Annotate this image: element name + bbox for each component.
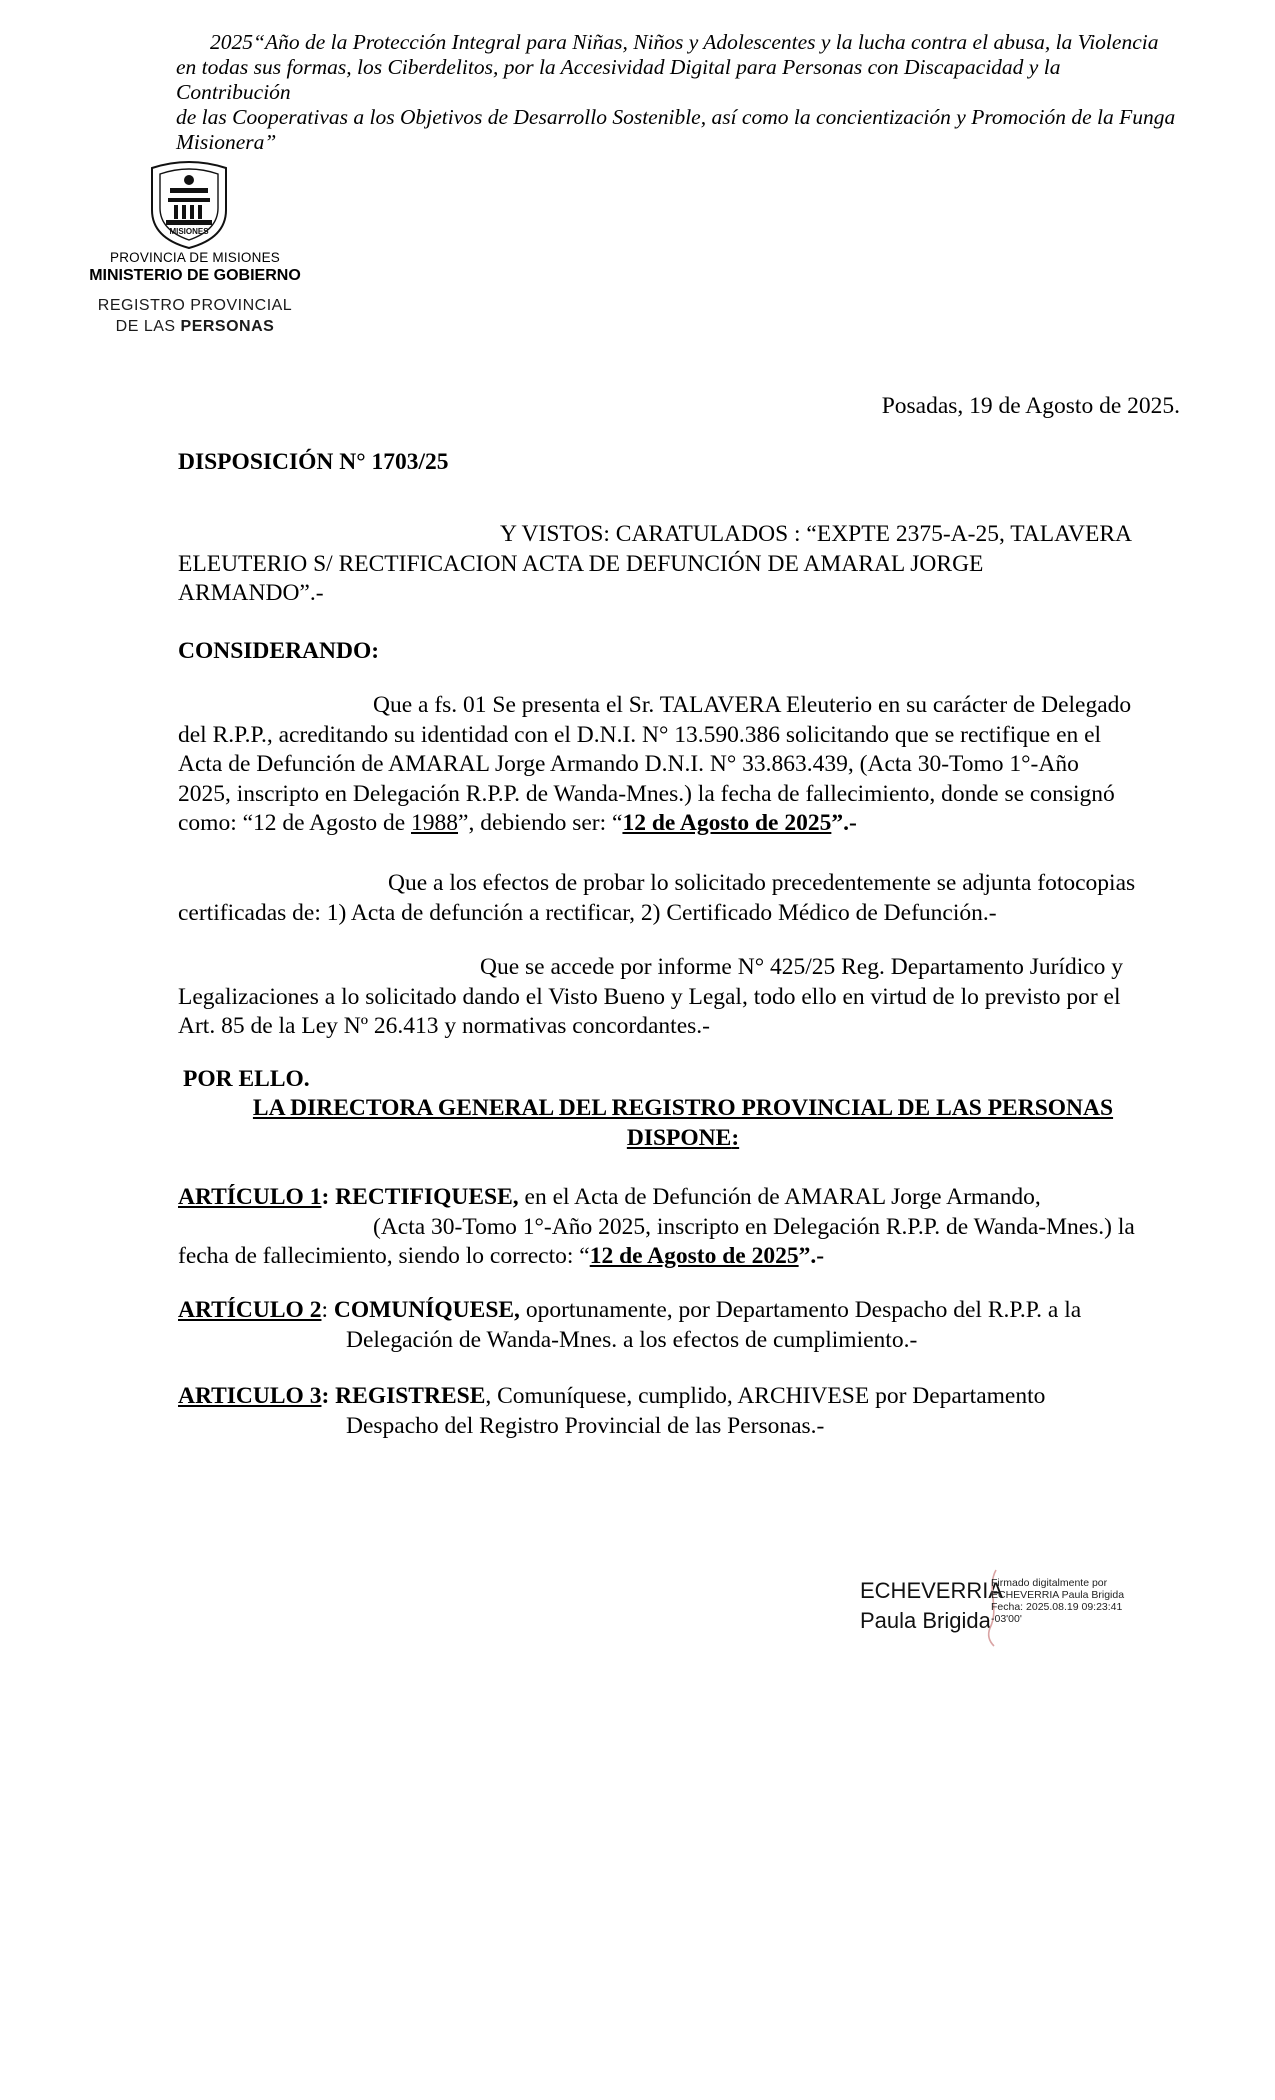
paragraph-line: Acta de Defunción de AMARAL Jorge Armando D.N.I. N° 33.863.439, (Acta 30-Tomo 1°-Año — [178, 751, 1079, 777]
paragraph-line: (Acta 30-Tomo 1°-Año 2025, inscripto en Delegación R.P.P. de Wanda-Mnes.) la — [373, 1213, 1135, 1240]
considerando-paragraph-1 — [178, 691, 1188, 839]
digital-signature-details — [991, 1577, 1124, 1625]
motto-line: 2025“Año de la Protección Integral para Niñas, Niños y Adolescentes y la lucha contra el abusa, la Violencia — [210, 30, 1159, 54]
registry-name-part: DE LAS — [115, 318, 181, 335]
text-run: : — [731, 1124, 740, 1151]
signer-name-line: Paula Brigida — [860, 1608, 991, 1633]
ministry-name: MINISTERIO DE GOBIERNO — [89, 267, 301, 284]
correct-date: 12 de Agosto de 2025 — [622, 810, 832, 836]
paragraph-line: ELEUTERIO S/ RECTIFICACION ACTA DE DEFUNCIÓN DE AMARAL JORGE — [178, 550, 984, 577]
article-1 — [178, 1183, 1188, 1272]
paragraph-line — [178, 1296, 1188, 1326]
text-run: ”.- — [831, 810, 857, 836]
paragraph-line: Que se accede por informe N° 425/25 Reg. Departamento Jurídico y — [480, 954, 1124, 980]
article-keyword: RECTIFIQUESE, — [335, 1184, 519, 1210]
paragraph-line: ARMANDO”.- — [178, 580, 324, 606]
article-2 — [178, 1296, 1188, 1355]
director-heading — [178, 1094, 1188, 1153]
motto-line: en todas sus formas, los Ciberdelitos, por la Accesividad Digital para Personas con Discapacidad y la Contribución — [176, 55, 1061, 104]
article-3 — [178, 1382, 1188, 1441]
paragraph-line: Y VISTOS: CARATULADOS : “EXPTE 2375-A-25, TALAVERA — [500, 521, 1132, 547]
por-ello-heading: POR ELLO. — [183, 1066, 310, 1092]
paragraph-line: Legalizaciones a lo solicitado dando el Visto Bueno y Legal, todo ello en virtud de lo previsto por el — [178, 983, 1121, 1010]
provincial-coat-of-arms-icon — [146, 158, 232, 250]
text-run: ”, debiendo ser: “ — [458, 810, 623, 836]
motto-line: Misionera” — [176, 130, 277, 154]
article-keyword: COMUNÍQUESE, — [333, 1297, 520, 1323]
paragraph-line: Despacho del Registro Provincial de las Personas.- — [346, 1412, 825, 1439]
signature-meta-line: ECHEVERRIA Paula Brigida — [991, 1589, 1125, 1601]
text-run: ”.- — [798, 1243, 825, 1269]
document-date: Posadas, 19 de Agosto de 2025. — [881, 393, 1180, 419]
registry-name-line2 — [70, 318, 320, 336]
signature-meta-line: Firmado digitalmente por — [991, 1577, 1108, 1589]
registry-name-line1: REGISTRO PROVINCIAL — [97, 297, 293, 314]
signature-meta-line: -03'00' — [991, 1613, 1022, 1625]
director-line: LA DIRECTORA GENERAL DEL REGISTRO PROVINCIAL DE LAS PERSONAS — [252, 1095, 1114, 1121]
text-run: oportunamente, por Departamento Despacho del R.P.P. a la — [519, 1297, 1082, 1323]
dispone-label: DISPONE — [626, 1124, 732, 1151]
signature-meta-line: Fecha: 2025.08.19 09:23:41 — [991, 1601, 1123, 1613]
province-name: PROVINCIA DE MISIONES — [110, 250, 280, 265]
director-line — [178, 1124, 1188, 1154]
vistos-paragraph — [178, 520, 1178, 609]
paragraph-line: Delegación de Wanda-Mnes. a los efectos de cumplimiento.- — [346, 1326, 918, 1353]
considerando-paragraph-3 — [178, 953, 1188, 1042]
text-run: como: “12 de Agosto de — [178, 810, 412, 836]
paragraph-line — [178, 809, 1188, 839]
considerando-heading: CONSIDERANDO: — [178, 638, 380, 664]
paragraph-line: 2025, inscripto en Delegación R.P.P. de Wanda-Mnes.) la fecha de fallecimiento, donde se consignó — [178, 780, 1115, 807]
text-run: , Comuníquese, cumplido, ARCHIVESE por Departamento — [485, 1383, 1046, 1409]
paragraph-line: del R.P.P., acreditando su identidad con el D.N.I. N° 13.590.386 solicitando que se rectifique en el — [178, 721, 1102, 748]
registry-name-part: PERSONAS — [180, 318, 275, 335]
crest-lettering: MISIONES — [169, 227, 209, 236]
text-run: en el Acta de Defunción de AMARAL Jorge Armando, — [518, 1184, 1041, 1210]
text-run: : — [321, 1297, 334, 1323]
paragraph-line: Art. 85 de la Ley Nº 26.413 y normativas concordantes.- — [178, 1013, 710, 1039]
paragraph-line — [178, 1183, 1188, 1213]
correct-date: 12 de Agosto de 2025 — [589, 1243, 799, 1269]
paragraph-line: certificadas de: 1) Acta de defunción a rectificar, 2) Certificado Médico de Defunción.- — [178, 899, 997, 926]
article-label: ARTÍCULO 1 — [178, 1184, 322, 1210]
text-run: : — [321, 1383, 336, 1409]
text-run: fecha de fallecimiento, siendo lo correcto: “ — [178, 1243, 590, 1269]
motto-line: de las Cooperativas a los Objetivos de Desarrollo Sostenible, así como la concientización y Promoción de la Funga — [176, 105, 1176, 129]
paragraph-line: Que a fs. 01 Se presenta el Sr. TALAVERA Eleuterio en su carácter de Delegado — [373, 692, 1132, 718]
paragraph-line — [178, 1382, 1188, 1412]
considerando-paragraph-2 — [178, 869, 1188, 928]
signer-name-line: ECHEVERRIA — [860, 1578, 1004, 1603]
article-label: ARTICULO 3 — [178, 1383, 322, 1409]
year-motto — [176, 30, 1176, 155]
paragraph-line — [178, 1242, 1188, 1272]
wrong-year: 1988 — [411, 810, 459, 836]
paragraph-line: Que a los efectos de probar lo solicitado precedentemente se adjunta fotocopias — [388, 870, 1136, 896]
disposition-number: DISPOSICIÓN N° 1703/25 — [178, 449, 449, 475]
article-label: ARTÍCULO 2 — [178, 1297, 322, 1323]
text-run: : — [321, 1184, 336, 1210]
article-keyword: REGISTRESE — [335, 1383, 486, 1409]
